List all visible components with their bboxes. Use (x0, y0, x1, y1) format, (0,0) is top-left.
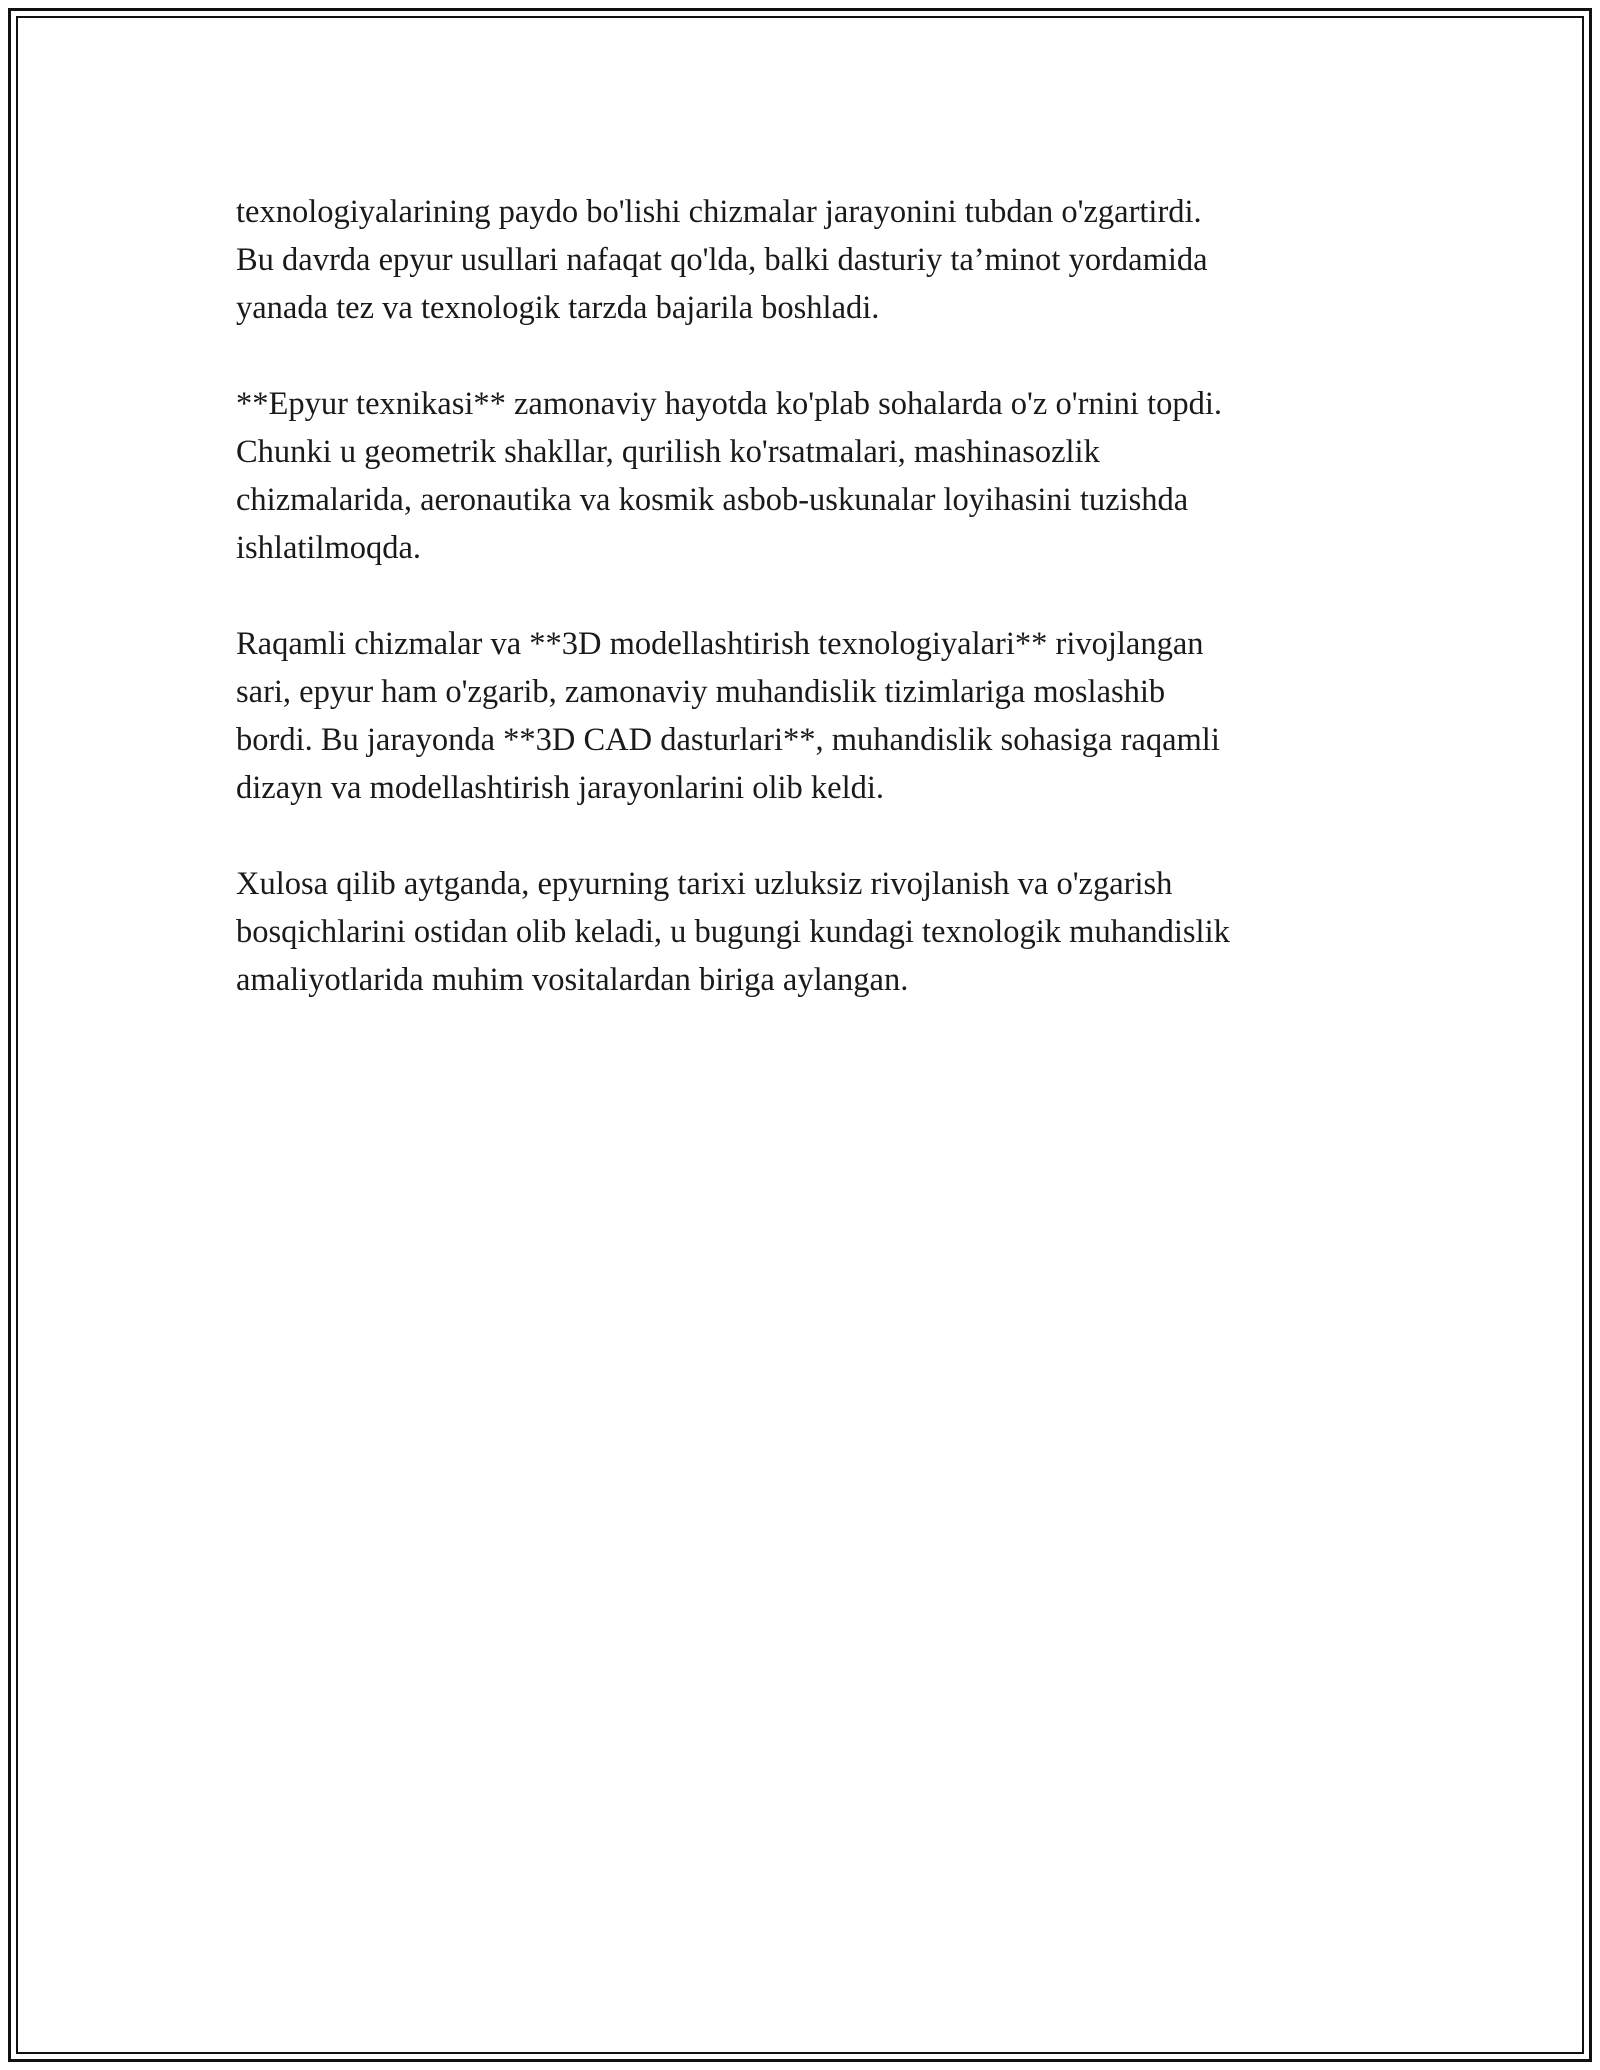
text-line: Xulosa qilib aytganda, epyurning tarixi uzluksiz rivojlanish va o'zgarish (236, 866, 1173, 902)
text-line: Chunki u geometrik shakllar, qurilish ko'rsatmalari, mashinasozlik (236, 434, 1100, 470)
text-line: sari, epyur ham o'zgarib, zamonaviy muhandislik tizimlariga moslashib (236, 674, 1166, 710)
text-line: bordi. Bu jarayonda **3D CAD dasturlari**, muhandislik sohasiga raqamli (236, 722, 1220, 758)
text-line: amaliyotlarida muhim vositalardan biriga aylangan. (236, 962, 909, 998)
text-line: dizayn va modellashtirish jarayonlarini olib keldi. (236, 770, 885, 806)
text-line: Bu davrda epyur usullari nafaqat qo'lda, balki dasturiy ta’minot yordamida (236, 242, 1208, 278)
document-body (236, 188, 1366, 1052)
text-line: **Epyur texnikasi** zamonaviy hayotda ko'plab sohalarda o'z o'rnini topdi. (236, 386, 1223, 422)
text-line: texnologiyalarining paydo bo'lishi chizmalar jarayonini tubdan o'zgartirdi. (236, 194, 1202, 230)
text-line: chizmalarida, aeronautika va kosmik asbob-uskunalar loyihasini tuzishda (236, 482, 1189, 518)
text-line: Raqamli chizmalar va **3D modellashtirish texnologiyalari** rivojlangan (236, 626, 1204, 662)
paragraph-2 (236, 380, 1366, 572)
paragraph-3 (236, 620, 1366, 812)
text-line: yanada tez va texnologik tarzda bajarila boshladi. (236, 290, 880, 326)
paragraph-1 (236, 188, 1366, 332)
paragraph-4 (236, 860, 1366, 1004)
text-line: ishlatilmoqda. (236, 530, 422, 566)
text-line: bosqichlarini ostidan olib keladi, u bugungi kundagi texnologik muhandislik (236, 914, 1230, 950)
